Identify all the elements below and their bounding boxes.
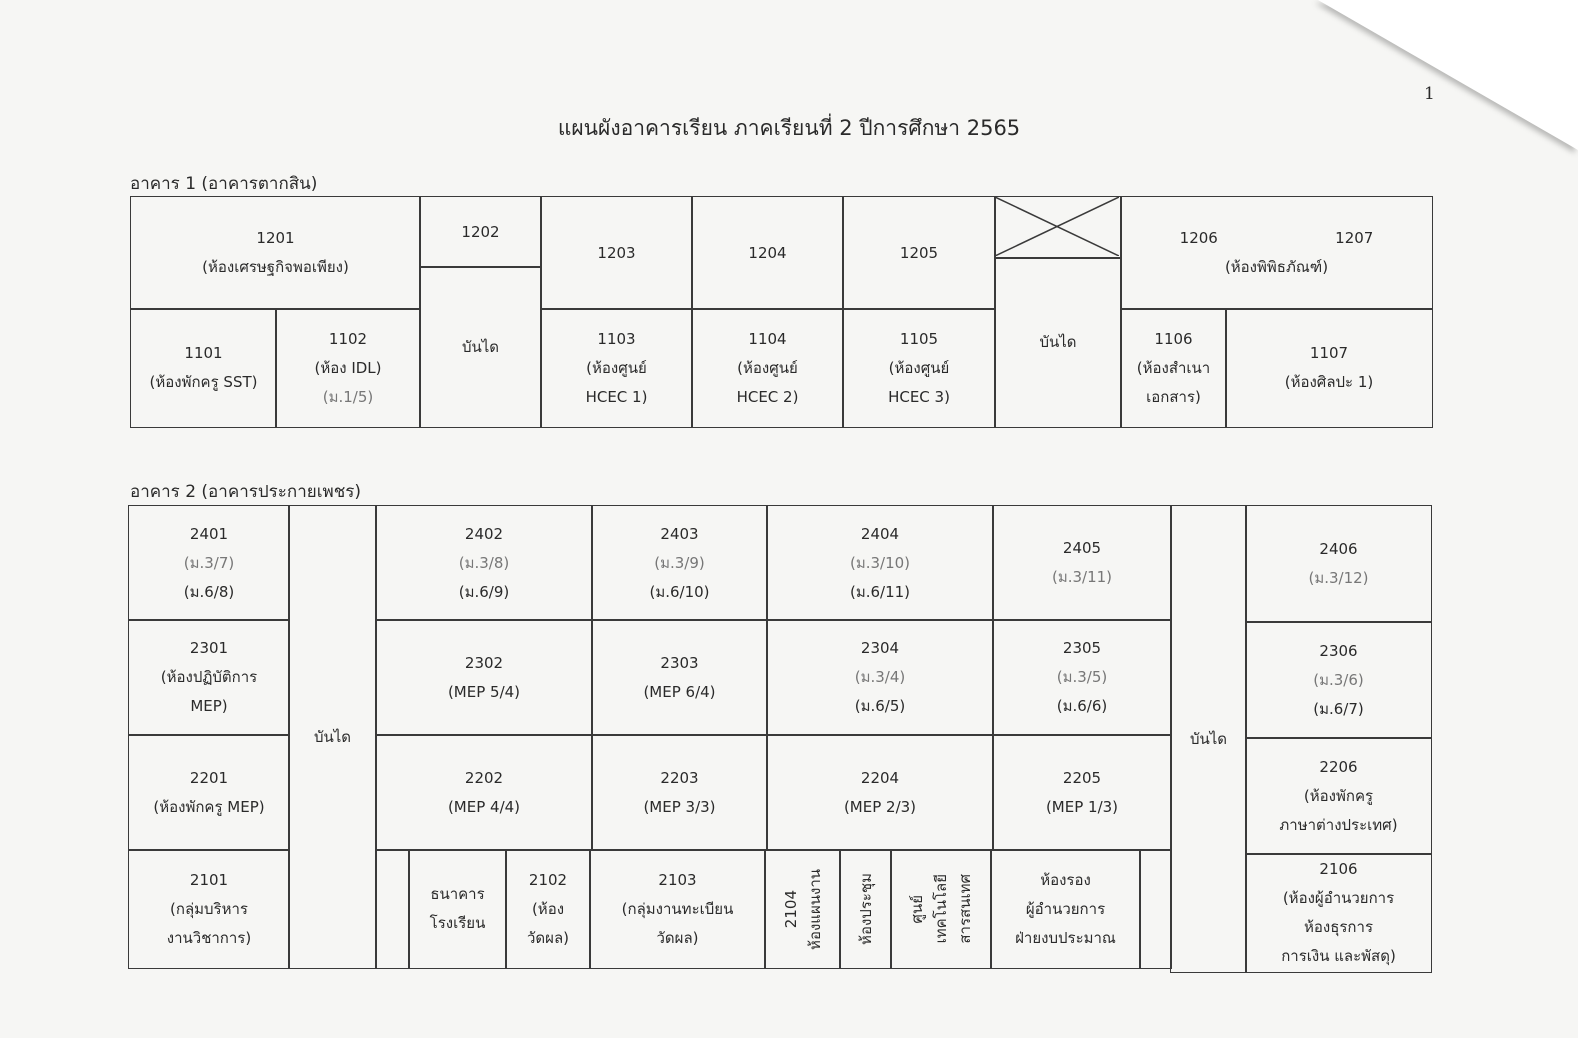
room-name-line2: ห้องธุรการ [1304,918,1373,936]
room-name-line2: ภาษาต่างประเทศ) [1279,815,1398,834]
room-1102 [275,308,421,428]
room-number: 2301 [189,639,229,657]
room-name: (MEP 3/3) [643,797,716,816]
room-name-line3: การเงิน และพัสดุ) [1281,947,1396,965]
class-label-1: (ม.3/5) [1056,668,1108,686]
room-1105 [842,308,996,428]
room-2103 [589,849,766,969]
room-number: 2205 [1062,768,1102,787]
room-name-line3: ฝ่ายงบประมาณ [1015,928,1116,947]
room-it-center [890,849,992,969]
class-label-2: (ม.6/11) [849,582,911,601]
room-2304 [766,619,994,736]
stairs-1b [994,257,1122,428]
ground-corridor-right [1139,849,1172,969]
room-2305 [992,619,1172,736]
class-label-1: (ม.3/9) [654,553,705,572]
room-1203 [540,196,693,310]
room-name-line2: เอกสาร) [1146,387,1201,406]
class-label-2: (ม.6/7) [1313,699,1364,718]
room-number: 2302 [464,653,504,672]
room-number: 2102 [528,870,568,889]
room-name: (ห้องศิลปะ 1) [1284,373,1374,391]
room-number: 2203 [660,768,699,787]
room-1101 [130,308,277,428]
page-number: 1 [1424,84,1435,104]
room-number: 2305 [1062,639,1102,657]
room-name-line2: HCEC 3) [888,387,950,406]
room-number: 2202 [464,768,504,787]
room-2401 [128,505,290,621]
room-1202 [419,196,542,268]
class-label-1: (ม.3/12) [1308,569,1369,587]
room-name: (ห้องพักครู MEP) [153,797,265,816]
building2-heading: อาคาร 2 (อาคารประกายเพชร) [130,482,362,502]
class-label-2: (ม.6/10) [649,582,710,601]
room-number: 1202 [461,222,500,241]
room-2301 [128,619,290,736]
page-title: แผนผังอาคารเรียน ภาคเรียนที่ 2 ปีการศึกษา 2565 [557,116,1021,140]
room-name-line1: (ห้องพักครู [1303,786,1374,805]
class-label-1: (ม.3/4) [854,668,906,686]
room-number: 2101 [189,870,229,889]
room-1103 [540,308,693,428]
void-crossed [994,196,1122,259]
room-number: 2206 [1319,757,1358,776]
room-name-line1: ศูนย์ [908,894,926,924]
stairs-label: บันได [1189,729,1228,748]
stairs-label: บันได [313,727,352,746]
room-name-line1: (ห้องผู้อำนวยการ [1282,889,1395,907]
room-name-line1: (ห้อง [531,899,565,918]
room-number: 2104 [781,889,800,929]
room-2303 [591,619,768,736]
room-2106 [1245,853,1432,973]
room-number: 1107 [1309,344,1349,362]
room-name-line2: MEP) [190,697,228,715]
room-name-line2: HCEC 1) [585,387,648,406]
room-name-line1: (ห้องศูนย์ [586,358,647,377]
room-2206 [1245,737,1432,855]
room-name: (MEP 4/4) [447,797,521,816]
room-number: 1106 [1154,329,1193,348]
room-number: 2401 [189,524,229,543]
room-name-line1: (ห้องปฏิบัติการ [160,668,258,686]
room-name-line2: โรงเรียน [429,914,486,932]
room-numbers-row [1121,224,1432,253]
room-name: (MEP 2/3) [843,797,917,816]
room-number: 2306 [1319,641,1358,660]
room-name-line1: (กลุ่มงานทะเบียน [621,899,734,918]
class-label: (ม.1/5) [322,387,374,406]
room-name: (ห้องพิพิธภัณฑ์) [1224,258,1329,276]
room-number: 2403 [660,524,699,543]
room-1106 [1120,308,1227,428]
room-number: 1102 [328,329,368,348]
room-2204 [766,734,994,851]
room-number: 2201 [189,768,229,787]
room-name-line1: (กลุ่มบริหาร [170,899,248,918]
room-2205 [992,734,1172,851]
room-name-line2: งานวิชาการ) [166,928,252,947]
room-1107 [1225,308,1433,428]
room-number: 1104 [748,329,787,348]
room-name: (MEP 1/3) [1045,797,1119,816]
class-label-2: (ม.6/5) [854,697,906,715]
room-name-line2: ผู้อำนวยการ [1025,899,1106,918]
room-name: (MEP 6/4) [643,682,716,701]
room-number: 1205 [899,243,939,262]
class-label-1: (ม.3/8) [458,553,510,572]
room-number: 2106 [1319,860,1358,878]
room-1205 [842,196,996,310]
class-label-2: (ม.6/9) [458,582,510,601]
room-number-1206: 1206 [1179,229,1218,247]
room-name: (ห้องพักครู SST) [149,373,258,391]
room-number: 2404 [860,524,900,543]
room-meeting [839,849,892,969]
stairs-2-right [1170,505,1247,973]
room-2201 [128,734,290,851]
room-number: 1203 [597,243,636,262]
room-number: 2402 [464,524,504,543]
class-label-1: (ม.3/10) [849,553,911,572]
room-2203 [591,734,768,851]
room-number: 2303 [660,653,699,672]
room-name-line2: วัดผล) [527,928,569,947]
stairs-2-left [288,505,377,969]
room-2101 [128,849,290,969]
room-name-line1: (ห้องศูนย์ [737,358,798,377]
stairs-1a [419,266,542,428]
room-school-bank [408,849,507,969]
class-label-2: (ม.6/8) [183,582,235,601]
room-name-line1: ห้องรอง [1040,870,1091,889]
room-name-line2: HCEC 2) [736,387,799,406]
class-label-1: (ม.3/11) [1051,568,1113,586]
room-1104 [691,308,844,428]
room-1206-1207 [1120,196,1433,310]
room-number: 2204 [860,768,900,787]
cross-mark-icon [995,197,1119,256]
room-number: 1201 [256,229,295,247]
room-number-1207: 1207 [1335,229,1374,247]
building1-heading: อาคาร 1 (อาคารตากสิน) [130,174,318,194]
room-number: 2406 [1319,540,1358,558]
room-2403 [591,505,768,621]
room-name-line1: (ห้องศูนย์ [888,358,950,377]
stairs-label: บันได [1039,333,1077,351]
room-name-line1: (ห้องสำเนา [1136,358,1211,377]
room-number: 2304 [860,639,900,657]
room-2104 [764,849,841,969]
room-2404 [766,505,994,621]
room-number: 1103 [597,329,636,348]
room-2102 [505,849,591,969]
class-label-1: (ม.3/7) [183,553,235,572]
room-1204 [691,196,844,310]
room-name-line2: เทคโนโลยี [932,874,950,944]
ground-corridor-left [375,849,410,969]
room-deputy-director-budget [990,849,1141,969]
room-number: 2405 [1062,539,1102,557]
room-name-line2: วัดผล) [656,928,699,947]
room-2406 [1245,505,1432,623]
room-name: (ห้องเศรษฐกิจพอเพียง) [202,258,349,276]
stairs-label: บันได [461,337,500,356]
room-1201 [130,196,421,310]
room-2405 [992,505,1172,621]
class-label-2: (ม.6/6) [1056,697,1108,715]
room-number: 1101 [184,344,223,362]
room-name: (ห้อง IDL) [314,358,382,377]
room-2302 [375,619,593,736]
room-number: 1105 [899,329,939,348]
room-2306 [1245,621,1432,739]
class-label-1: (ม.3/6) [1313,670,1364,689]
room-number: 1204 [748,243,787,262]
room-name-line3: สารสนเทศ [956,874,974,944]
room-number: 2103 [658,870,697,889]
room-name: ห้องแผนงาน [805,868,824,950]
room-2202 [375,734,593,851]
room-name-line1: ธนาคาร [430,885,485,903]
room-2402 [375,505,593,621]
room-name: ห้องประชุม [856,873,875,945]
room-name: (MEP 5/4) [447,682,521,701]
